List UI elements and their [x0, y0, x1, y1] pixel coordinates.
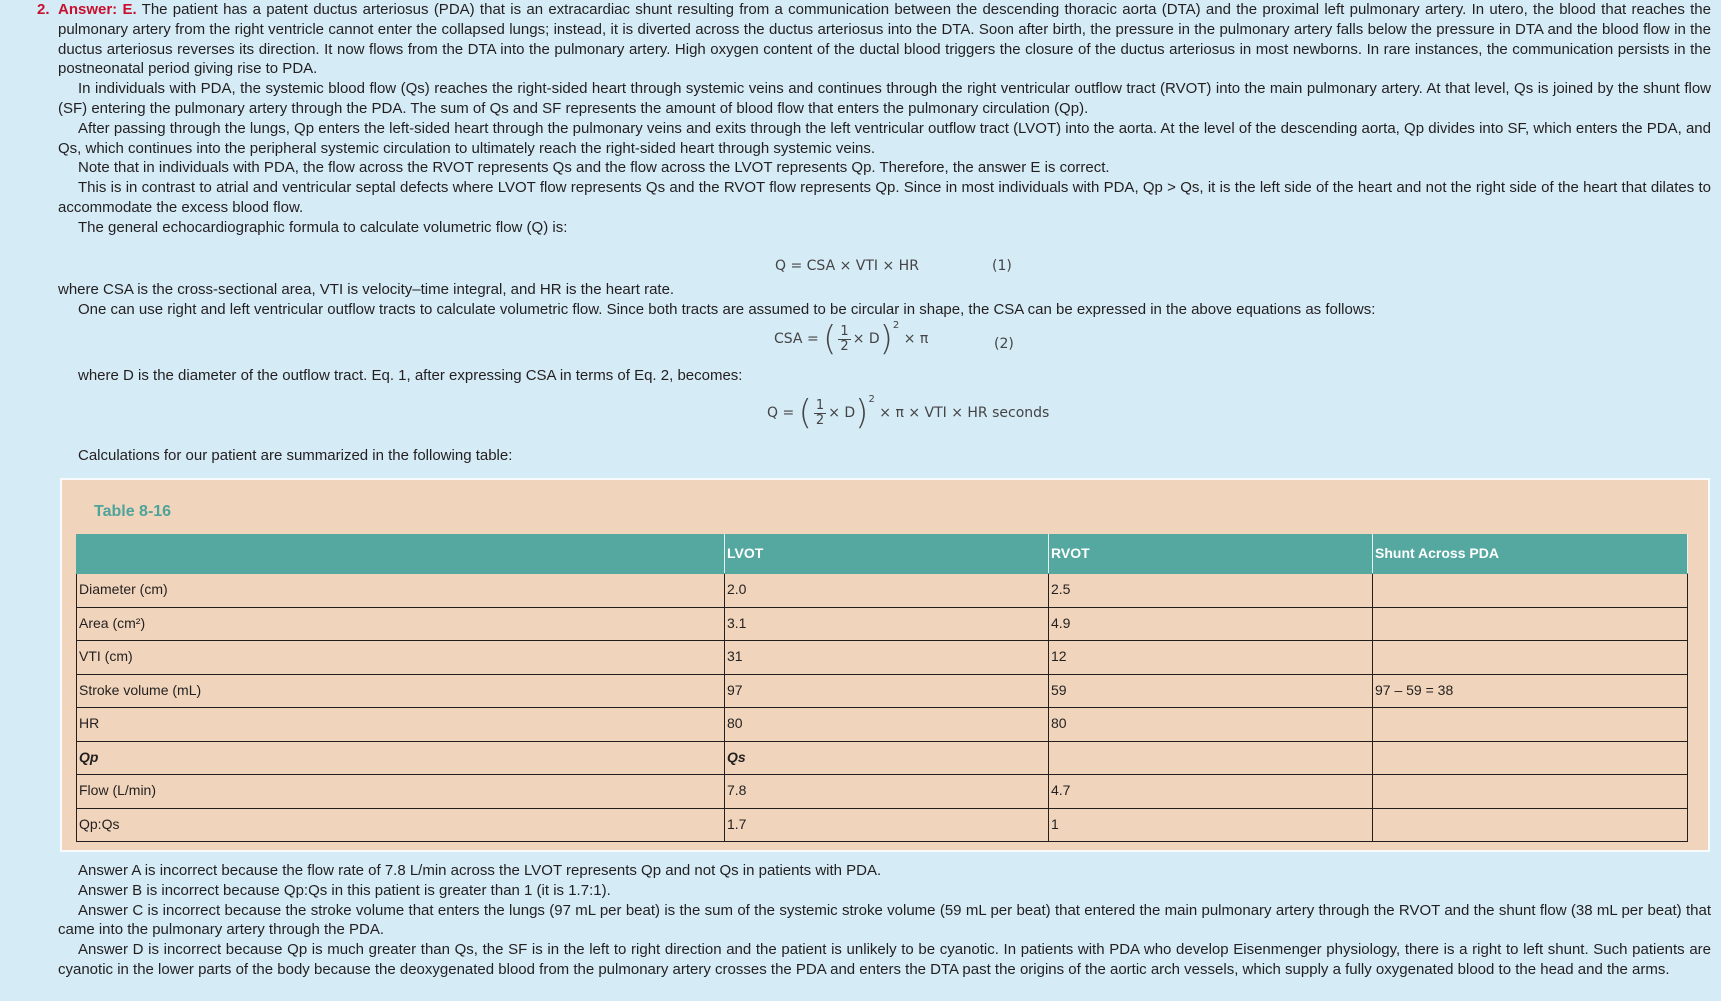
table-cell: 4.9 — [1049, 607, 1373, 641]
table-cell — [1373, 741, 1688, 775]
answer-b-explanation: Answer B is incorrect because Qp:Qs in this patient is greater than 1 (it is 1.7:1). — [78, 881, 611, 899]
table-row — [77, 741, 1688, 775]
table-cell: 7.8 — [725, 775, 1049, 809]
times-d: × D — [852, 331, 880, 347]
table-cell: VTI (cm) — [77, 641, 725, 675]
table-row — [77, 808, 1688, 842]
equation-1-number: (1) — [992, 258, 1012, 274]
equation-2 — [774, 319, 929, 359]
paragraph-diameter: where D is the diameter of the outflow tract. Eq. 1, after expressing CSA in terms of Eq. 2, becomes: — [78, 367, 743, 384]
square-exponent: 2 — [892, 320, 900, 331]
table-cell: HR — [77, 708, 725, 742]
table-container — [60, 478, 1710, 852]
table-cell — [1373, 808, 1688, 842]
table-cell — [1373, 641, 1688, 675]
eq2-lhs: CSA = — [774, 331, 819, 347]
left-paren: ( — [798, 393, 812, 433]
table-cell — [1049, 741, 1373, 775]
table-header-row — [77, 535, 1688, 574]
eq3-lhs: Q = — [767, 405, 795, 421]
square-exponent: 2 — [868, 394, 875, 405]
equation-1: Q = CSA × VTI × HR — [775, 258, 919, 274]
table-cell — [1373, 708, 1688, 742]
paragraph-outflow: One can use right and left ventricular outflow tracts to calculate volumetric flow. Since both tracts are assumed to be circular in shape, the CSA can be expressed in the above equations as follows: — [78, 300, 1376, 318]
fraction-numerator: 1 — [815, 397, 825, 413]
table-cell: 97 — [725, 674, 1049, 708]
equation-3 — [767, 393, 1050, 433]
right-paren: ) — [855, 393, 869, 433]
answer-explanations — [58, 861, 1711, 980]
paragraph-qs-flow: In individuals with PDA, the systemic blood flow (Qs) reaches the right-sided heart through systemic veins and continues through the right ventricular outflow tract (RVOT) into the main pulmonary artery. At that level, Qs is joined by the shunt flow (SF) entering the pulmonary artery through the PDA. The sum of Qs and SF represents the amount of blood flow that enters the pulmonary circulation (Qp). — [58, 80, 1711, 117]
table-cell: 3.1 — [725, 607, 1049, 641]
calculation-table — [76, 534, 1688, 842]
table-header-cell: RVOT — [1049, 535, 1373, 574]
fraction-denominator: 2 — [815, 412, 825, 428]
table-cell: Diameter (cm) — [77, 574, 725, 608]
table-intro — [58, 446, 1711, 466]
table-cell: Stroke volume (mL) — [77, 674, 725, 708]
table-cell: Qs — [725, 741, 1049, 775]
left-paren: ( — [823, 319, 837, 359]
table-header-cell: LVOT — [725, 535, 1049, 574]
table-cell — [1373, 607, 1688, 641]
paragraph-csa-def: where CSA is the cross-sectional area, VTI is velocity–time integral, and HR is the heart rate. — [58, 281, 675, 298]
table-cell: 12 — [1049, 641, 1373, 675]
question-number: 2. — [37, 1, 50, 18]
table-header-cell — [77, 535, 725, 574]
paragraph-contrast: This is in contrast to atrial and ventricular septal defects where LVOT flow represents Qs and the RVOT flow represents Qp. Since in most individuals with PDA, Qp > Qs, it is the left side of the heart and not the right side of the heart that dilates to accommodate the excess blood flow. — [58, 179, 1711, 216]
csa-definition — [58, 280, 1711, 320]
right-paren: ) — [879, 319, 893, 359]
table-row — [77, 775, 1688, 809]
table-cell — [1373, 775, 1688, 809]
table-cell: 2.5 — [1049, 574, 1373, 608]
table-row — [77, 708, 1688, 742]
table-row — [77, 641, 1688, 675]
answer-c-explanation: Answer C is incorrect because the stroke volume that enters the lungs (97 mL per beat) is the sum of the systemic stroke volume (59 mL per beat) that entered the main pulmonary artery through the RVOT and the shunt flow (38 mL per beat) that came into the pulmonary artery through the PDA. — [58, 901, 1711, 939]
table-cell: Qp:Qs — [77, 808, 725, 842]
answer-intro — [58, 0, 1711, 238]
answer-a-explanation: Answer A is incorrect because the flow rate of 7.8 L/min across the LVOT represents Qp and not Qs in patients with PDA. — [78, 862, 882, 879]
answer-label: Answer: E. — [58, 1, 137, 18]
paragraph-note: Note that in individuals with PDA, the flow across the RVOT represents Qs and the flow across the LVOT represents Qp. Therefore, the answer E is correct. — [78, 159, 1110, 177]
table-cell: 4.7 — [1049, 775, 1373, 809]
table-cell: 59 — [1049, 674, 1373, 708]
table-cell: 80 — [725, 708, 1049, 742]
equation-2-number: (2) — [994, 336, 1014, 352]
paragraph-formula-intro: The general echocardiographic formula to calculate volumetric flow (Q) is: — [78, 218, 568, 236]
table-row — [77, 607, 1688, 641]
table-cell: Flow (L/min) — [77, 775, 725, 809]
fraction-denominator: 2 — [840, 338, 849, 354]
table-row — [77, 674, 1688, 708]
table-title: Table 8-16 — [94, 503, 172, 520]
intro-paragraph — [58, 0, 1711, 79]
paragraph-table-intro: Calculations for our patient are summarized in the following table: — [78, 447, 513, 464]
table-cell: 1 — [1049, 808, 1373, 842]
half-fraction — [814, 399, 826, 428]
eq2-rhs: × π — [903, 331, 929, 347]
paragraph-qp-flow: After passing through the lungs, Qp enters the left-sided heart through the pulmonary veins and exits through the left ventricular outflow tract (LVOT) into the aorta. At the level of the descending aorta, Qp divides into SF, which enters the PDA, and Qs, which continues into the peripheral systemic circulation to ultimately reach the right-sided heart through systemic veins. — [58, 119, 1711, 157]
answer-d-explanation: Answer D is incorrect because Qp is much greater than Qs, the SF is in the left to right direction and the patient is unlikely to be cyanotic. In patients with PDA who develop Eisenmenger physiology, there is a right to left shunt. Such patients are cyanotic in the lower parts of the body because the deoxygenated blood from the pulmonary artery crosses the PDA and enters the DTA past the origins of the aortic arch vessels, which supply a fully oxygenated blood to the head and the arms. — [58, 941, 1711, 978]
table-row — [77, 574, 1688, 608]
table-cell: 2.0 — [725, 574, 1049, 608]
table-cell: 31 — [725, 641, 1049, 675]
table-cell: 80 — [1049, 708, 1373, 742]
table-cell: 97 – 59 = 38 — [1373, 674, 1688, 708]
half-fraction — [838, 325, 850, 354]
table-header-cell: Shunt Across PDA — [1373, 535, 1688, 574]
fraction-numerator: 1 — [840, 323, 849, 339]
table-cell: Qp — [77, 741, 725, 775]
table-cell: Area (cm²) — [77, 607, 725, 641]
times-d: × D — [828, 405, 856, 421]
table-cell — [1373, 574, 1688, 608]
intro-text: The patient has a patent ductus arteriosus (PDA) that is an extracardiac shunt resulting from a communication between the descending thoracic aorta (DTA) and the proximal left pulmonary artery. In utero, the blood that reaches the pulmonary artery from the right ventricle cannot enter the collapsed lungs; instead, it is diverted across the ductus arteriosus into the DTA. Soon after birth, the pressure in the pulmonary artery falls below the pressure in DTA and the blood flow in the ductus arteriosus reverses its direction. It now flows from the DTA into the pulmonary artery. High oxygen content of the ductal blood triggers the closure of the ductus arteriosus in most newborns. In rare instances, the communication persists in the postneonatal period giving rise to PDA. — [58, 1, 1711, 78]
eq3-rhs: × π × VTI × HR seconds — [879, 405, 1050, 421]
diameter-definition — [58, 366, 1711, 386]
table-cell: 1.7 — [725, 808, 1049, 842]
